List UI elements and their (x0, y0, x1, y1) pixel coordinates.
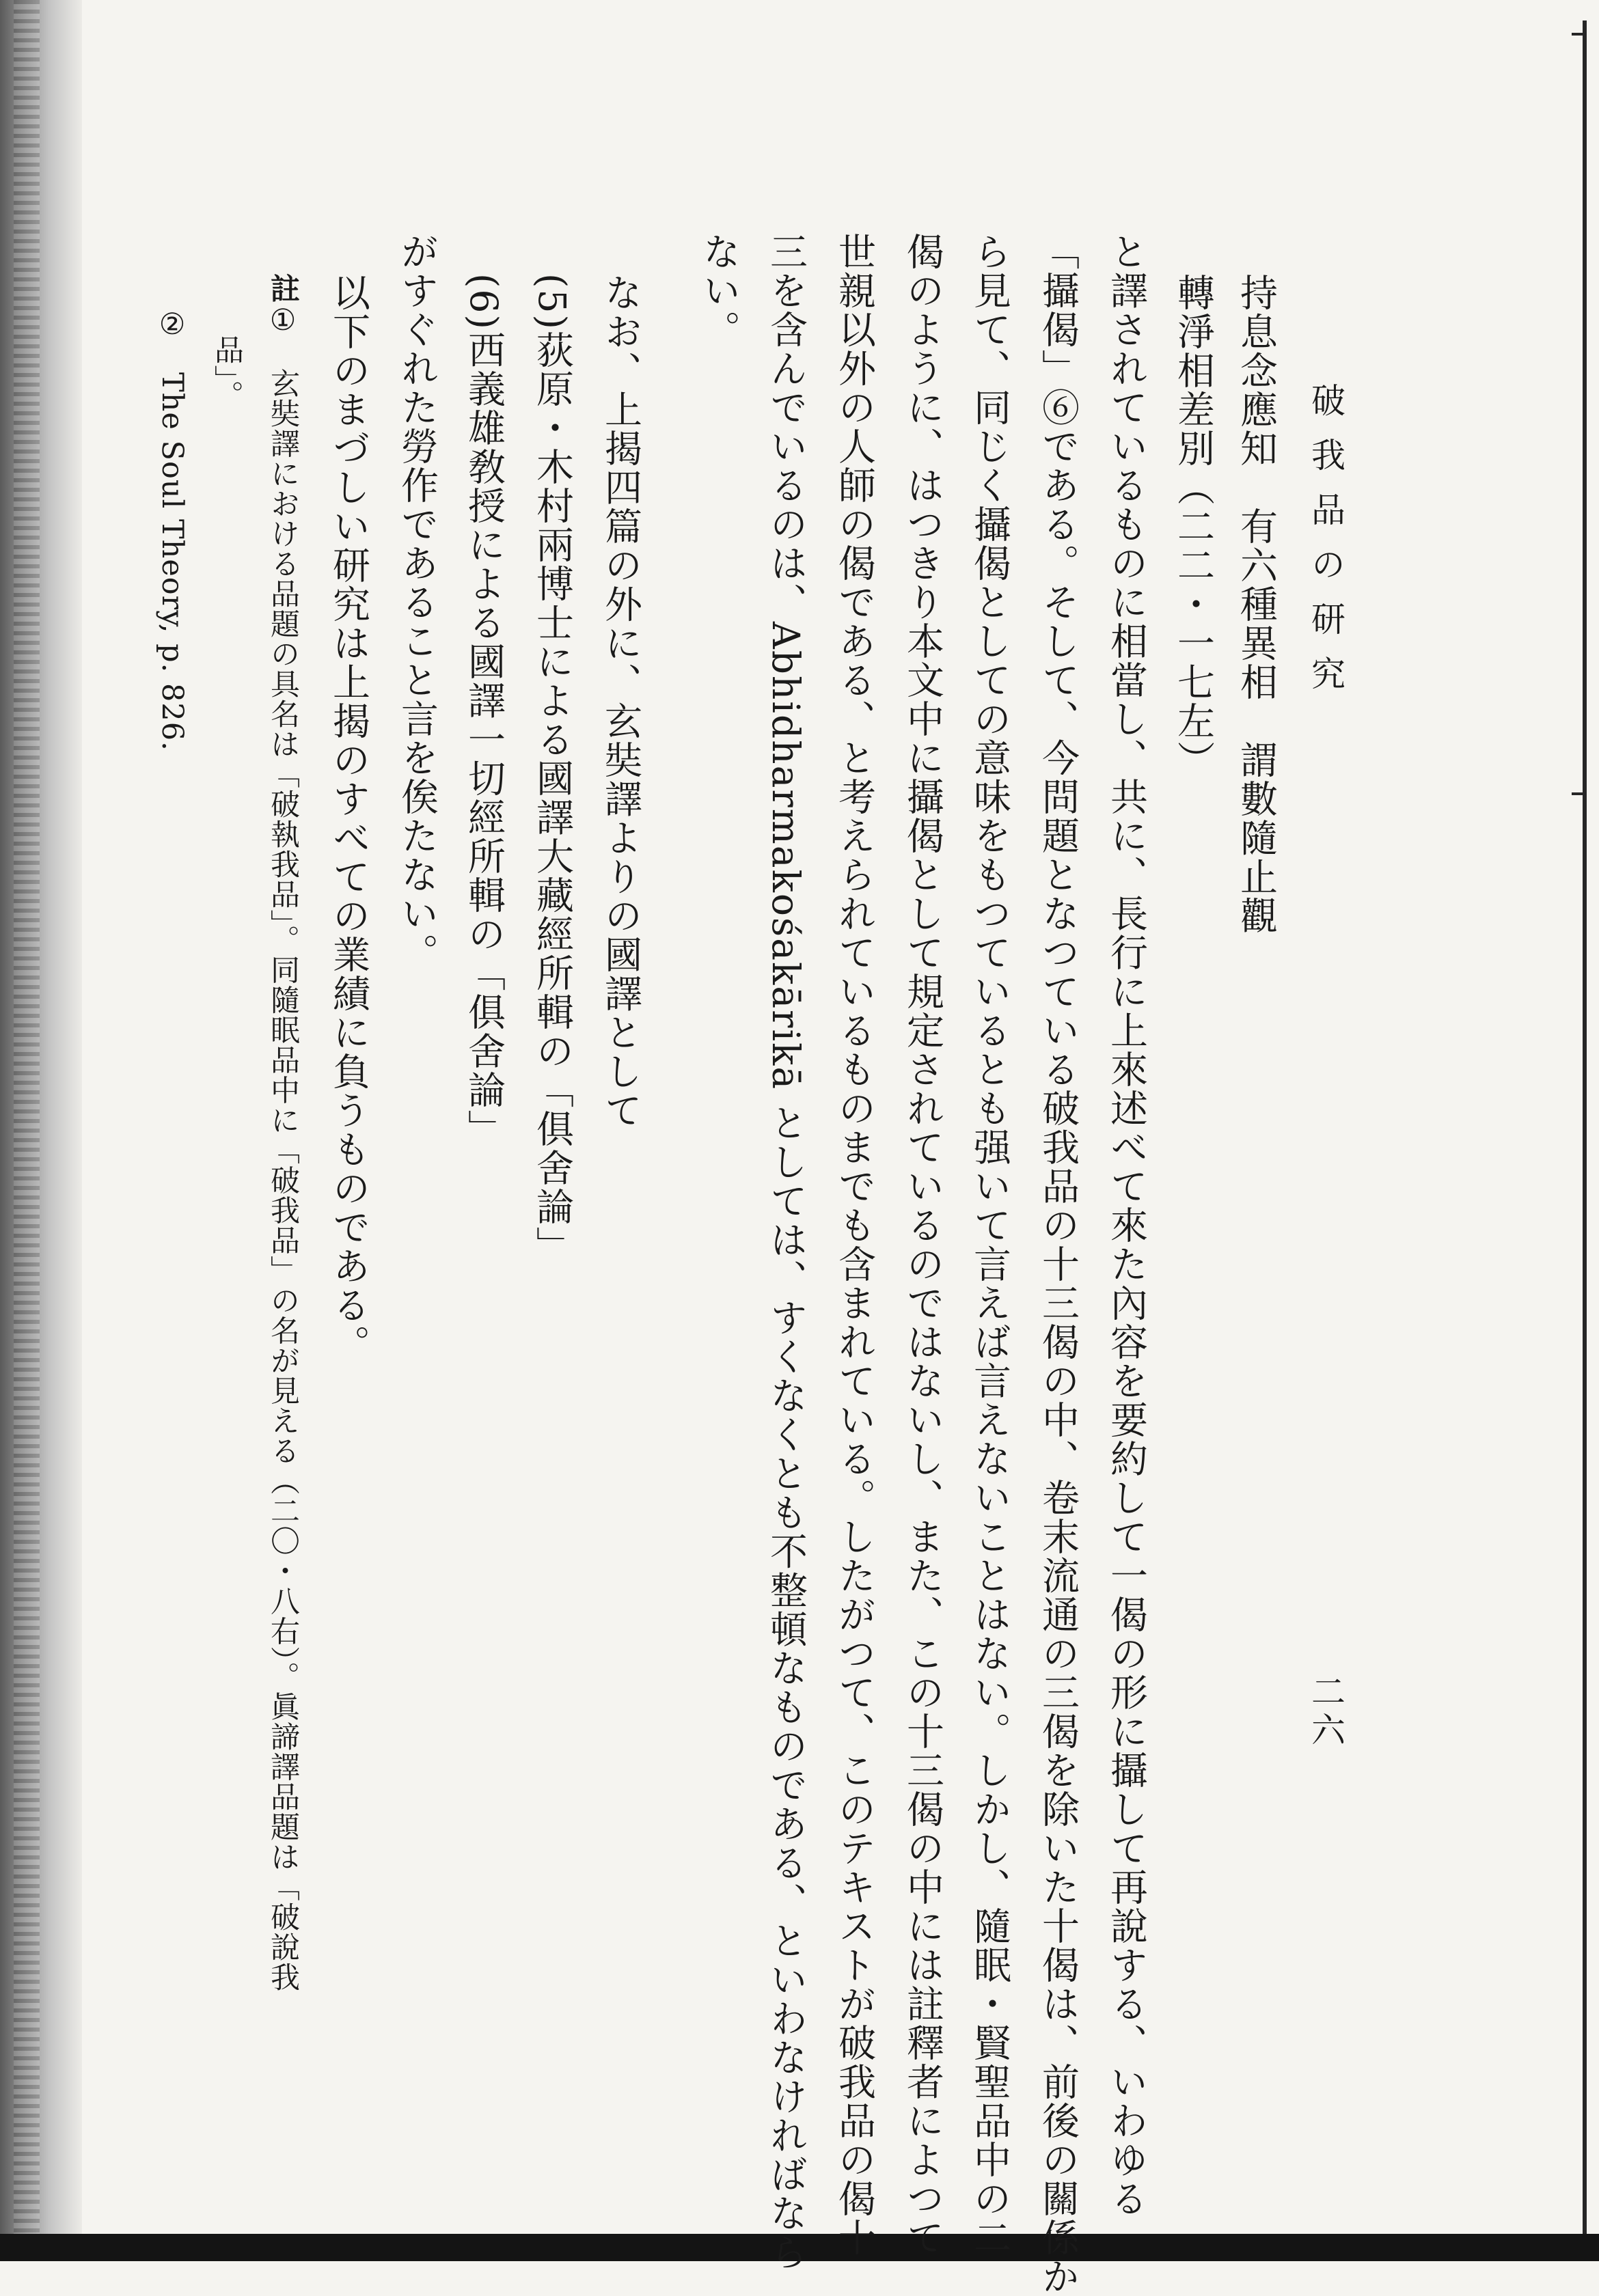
reference-item-6: (6)西義雄敎授による國譯一切經所輯の「俱舍論」 (462, 273, 506, 1148)
reference-item-5: (5)荻原・木村兩博士による國譯大藏經所輯の「俱舍論」 (530, 273, 574, 1265)
body-line: 以下のまづしい研究は上揭のすべての業績に負うものである。 (327, 273, 370, 1364)
notes-label: 註 (266, 273, 300, 303)
body-line: 三を含んでいるのは、Abhidharmakośakārikā としては、すくなくとも不整頓なものである、といわなければなら (764, 232, 808, 2272)
page-edge-tick (1572, 792, 1587, 795)
note-1 (266, 273, 300, 1992)
note-1-continuation: 品」。 (210, 335, 244, 411)
page-edge-tick (1572, 33, 1587, 36)
body-line: なお、上揭四篇の外に、玄奘譯よりの國譯として (599, 273, 642, 1130)
body-line: 世親以外の人師の偈である、と考えられているものまでも含まれている。したがつて、このテキストが破我品の偈十 (832, 232, 876, 2257)
running-title: 破我品の研究 (1306, 383, 1345, 710)
body-line: ない。 (697, 232, 741, 349)
note-text: 玄奘譯における品題の具名は「破執我品」。同隨眠品中に「破我品」の名が見える（二〇・八右）。眞諦譯品題は「破說我 (266, 368, 300, 1992)
scan-gutter-shadow (0, 0, 82, 2261)
scan-binding-strip (14, 0, 40, 2261)
note-marker: ② (155, 307, 189, 342)
note-marker: ① (266, 303, 300, 338)
body-line: がすぐれた勞作であること言を俟たない。 (395, 232, 439, 972)
page-edge-rule (1583, 20, 1587, 2241)
body-line: ら見て、同じく攝偈としての意味をもつているとも强いて言えば言えないことはない。しかし、隨眠・賢聖品中の二 (968, 232, 1011, 2257)
page-number: 二六 (1306, 1674, 1345, 1750)
note-text: The Soul Theory, p. 826. (155, 372, 189, 751)
note-2 (157, 307, 187, 751)
body-line: 「攝偈」⑥である。そして、今問題となつている破我品の十三偈の中、卷末流通の三偈を除いた十偈は、前後の關係か (1036, 232, 1080, 2296)
verse-line-1: 持息念應知 有六種異相 謂數隨止觀 (1234, 273, 1278, 935)
body-line: と譯されているものに相當し、共に、長行に上來述べて來た內容を要約して一偈の形に攝して再說する、いわゆる (1104, 232, 1148, 2218)
verse-line-2: 轉淨相差別（二二・一七左） (1171, 273, 1215, 779)
body-line: 偈のように、はつきり本文中に攝偈として規定されているのではないし、また、この十三偈の中には註釋者によつて (901, 232, 944, 2257)
